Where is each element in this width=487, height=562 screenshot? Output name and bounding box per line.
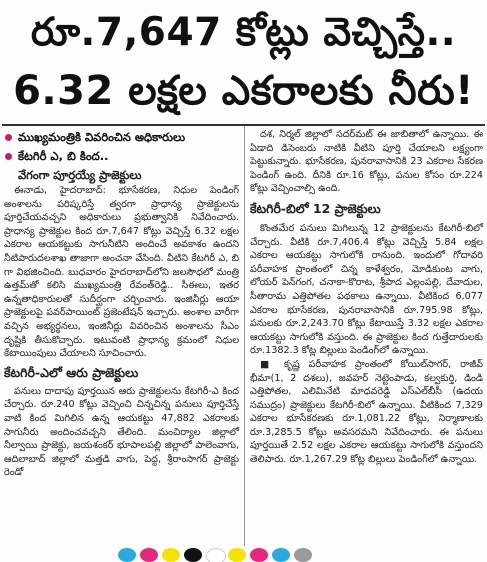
highlight-item — [4, 147, 239, 166]
highlight-text: కేటగిరీ ఎ, బి కింద.. — [18, 149, 109, 163]
registration-dot-icon — [118, 548, 136, 562]
kicker-line: వేగంగా పూర్తయ్యే ప్రాజెక్టులు — [18, 168, 142, 182]
bullet-dot-icon — [5, 134, 12, 141]
highlight-text: ముఖ్యమంత్రికి వివరించిన అధికారులు — [18, 130, 186, 144]
registration-dot-icon — [228, 548, 246, 562]
body-paragraph: కొంతమేర పనులు మిగిలున్న 12 ప్రాజెక్టులను కేటగిరీ-బిలో చేర్చారు. వీటికి రూ.7,406.4 కోట్లు వెచ్చిస్తే 5.84 లక్షల ఎకరాల ఆయకట్టు సాగులోకి రానుంది. ఇందులో గోదావరి పరీవాహక ప్రాంతంలో చిన్న కాళేశ్వరం, మోడికుంట వాగు, లోయర్ పెన్‌గంగ, చనాకా-కొరాట, శ్రీపాద ఎల్లంపల్లి, దేవాదుల, సీతారామ ఎత్తిపోతల పథకాలు ఉన్నాయి. వీటికింద 6,077 ఎకరాల భూసేకరణ, పునరావాసానికి రూ.795.98 కోట్లు, పనులకు రూ.2,243.70 కోట్లు కేటాయిస్తే 3.32 లక్షల ఎకరాల ఆయకట్టు సాగులోకి వస్తుంది. ఈ ప్రాజెక్టుల కింద గుత్తేదారులకు రూ.1382.3 కోట్ల బిల్లులు పెండింగ్‌లో ఉన్నాయి. — [250, 222, 483, 357]
body-paragraph: దశ, నిర్మల్ జిల్లాలో సదర్‌మట్ ఈ జాబితాలో ఉన్నాయి. ఈ ఏడాది డిసెంబరు నాటికి వీటిని పూర్తి చేయాలని లక్ష్యంగా పెట్టుకున్నారు. భూసేకరణ, పునరావాసానికి 23 ఎకరాల సేకరణ పెండింగ్ ఉంది. దీనికి రూ.16 కోట్లు, పనుల కోసం రూ.224 కోట్లు వెచ్చించాల్సి ఉంది. — [250, 129, 483, 195]
registration-dot-icon — [140, 548, 158, 562]
subheading-category-a: కేటగిరీ-ఎలో ఆరు ప్రాజెక్టులు — [4, 364, 139, 380]
bullet-dot-icon — [5, 153, 12, 160]
registration-dot-icon — [294, 548, 312, 562]
body-paragraph: ■ కృష్ణ పరీవాహక ప్రాంతంలో కోయిల్‌సాగర్, రాజీవ్ భీమా(1, 2 దశలు), జవహర్ నెట్టెంపాడు, కల్వకుర్తి, డిండి ఎత్తిపోతల, ఎలిమినేటి మాధవరెడ్డి ఎస్ఎల్‌బీసీ (ఉదయ సముద్రం) ప్రాజెక్టులు కేటగిరీ-బిలో ఉన్నాయి. వీటికింద 7,329 ఎకరాల భూసేకరణకు రూ.1,081.22 కోట్లు, నిర్మాణాలకు రూ.3,285.5 కోట్లు అవసరమని నివేదించారు. ఈ పనులు పూర్తయితే 2.52 లక్షల ఎకరాల ఆయకట్టు సాగులోకి వస్తుందని తెలిపారు. రూ.1,267.29 కోట్ల బిల్లులు పెండింగ్‌లో ఉన్నాయి. — [250, 358, 483, 466]
column-right — [250, 128, 483, 467]
column-divider — [244, 126, 245, 546]
registration-dot-icon — [162, 548, 180, 562]
registration-dot-icon — [206, 548, 226, 562]
headline — [8, 4, 479, 122]
highlight-item — [4, 128, 239, 147]
print-registration-marks — [118, 548, 378, 562]
column-left — [4, 128, 239, 480]
body-paragraph: పనులు దాదాపు పూర్తయిన ఆరు ప్రాజెక్టులను కేటగిరీ-ఎ కింద చేర్చారు. రూ.240 కోట్లు వెచ్చించి చిన్నచిన్న పనులు పూర్తిచేస్తే వాటి కింద మిగిలిన ఉన్న ఆయకట్టు 47,882 ఎకరాలకు సాగునీరు అందించవచ్చని తేలింది. మంచిర్యాల జిల్లాలో నీల్వాయి ప్రాజెక్టు, జయశంకర్ భూపాలపల్లి జిల్లాలో పాలెంవాగు, ఆదిలాబాద్ జిల్లాలో మత్తడి వాగు, పెద్ద, శ్రీరాంసాగర్ ప్రాజెక్టు రెండో — [4, 385, 239, 479]
headline-line-1: రూ.7,647 కోట్లు వెచ్చిస్తే.. — [30, 10, 457, 55]
registration-dot-icon — [250, 548, 268, 562]
body-paragraph: ఈనాడు, హైదరాబాద్: భూసేకరణ, నిధుల పెండింగ్ అంశాలను పరిష్కరిస్తే త్వరగా ప్రాధాన్య ప్రాజెక్టులను పూర్తిచేయవచ్చని అధికారులు ప్రభుత్వానికి నివేదించారు. ప్రాధాన్య ప్రాజెక్టుల కింద రూ.7,647 కోట్లు వెచ్చిస్తే 6.32 లక్షల ఎకరాల ఆయకట్టుకు సాగునీటిని అందించే అవకాశం ఉందని నీటిపారుదలశాఖ తాజాగా అంచనా వేసింది. వీటిని కేటగిరీ ఎ, బి గా విభజించింది. బుధవారం హైదరాబాద్‌లోని జలసౌధలో మంత్రి ఉత్తమ్‌తో కలిసి ముఖ్యమంత్రి రేవంత్‌రెడ్డి.. సీఈలు, ఇతర ఉన్నతాధికారులతో సుదీర్ఘంగా చర్చించారు. ఇంజినీర్లు ఆయా ప్రాజెక్టులపై పవర్‌పాయింట్ ప్రజెంటేషన్ ఇచ్చారు. అంశాల వారీగా వచ్చిన అభ్యర్థనలు, ఇంజినీర్లు వివరించిన అంశాలను సీఎం దృష్టికి తీసుకొచ్చారు. ఇటువంటి ప్రాధాన్య క్రమంలో నిధుల కేటాయింపులు చేయాలని సూచించారు. — [4, 185, 239, 360]
registration-dot-icon — [184, 548, 202, 562]
headline-line-2: 6.32 లక్షల ఎకరాలకు నీరు! — [13, 68, 474, 114]
registration-dot-icon — [272, 548, 290, 562]
subheading-category-b: కేటగిరీ-బిలో 12 ప్రాజెక్టులు — [250, 200, 381, 216]
